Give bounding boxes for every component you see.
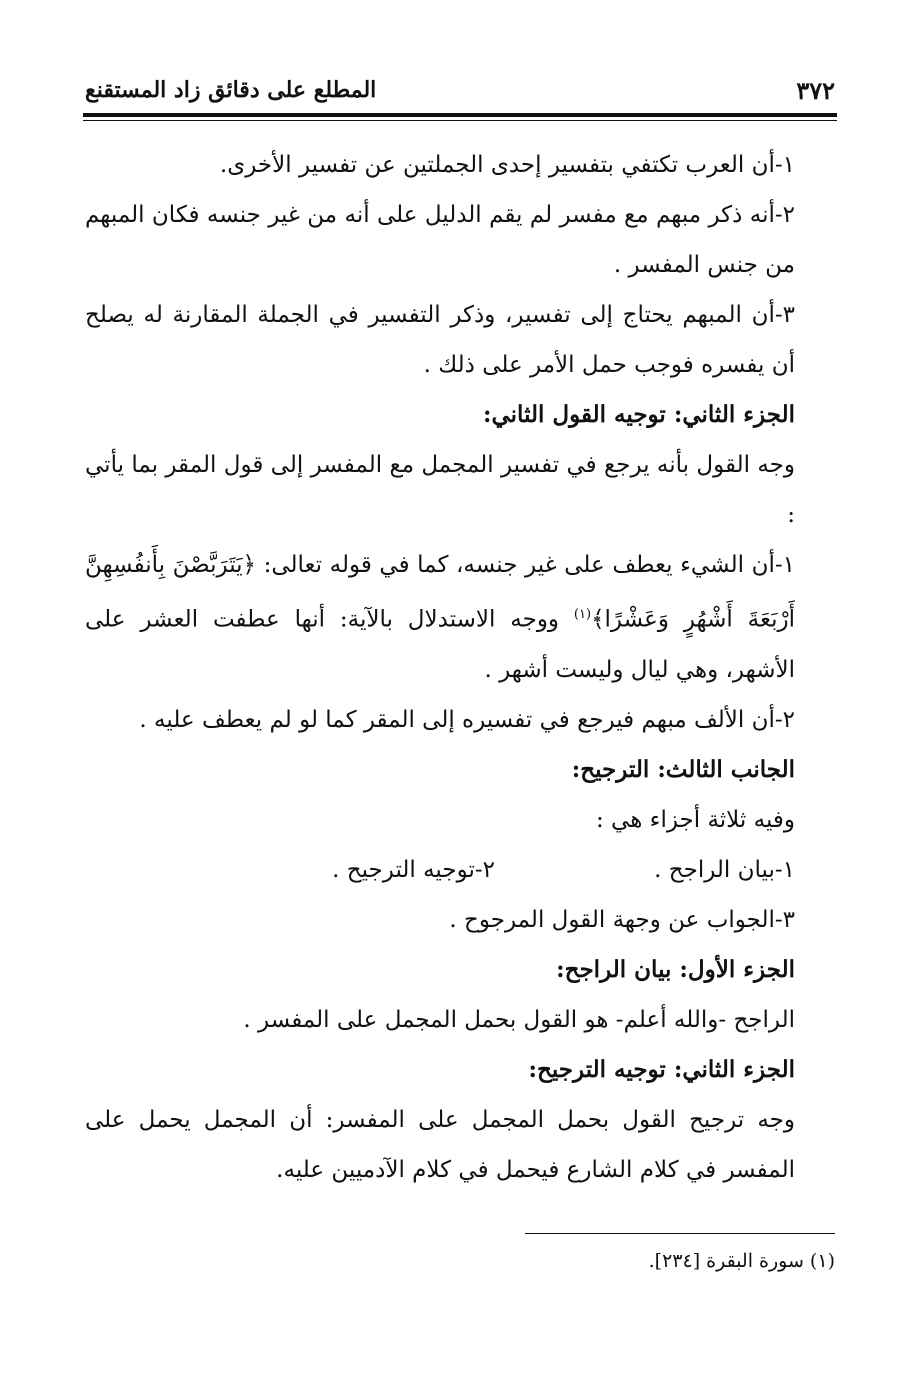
list-row — [85, 845, 835, 895]
paragraph-8: الراجح -والله أعلم- هو القول بحمل المجمل على المفسر . — [243, 1006, 795, 1033]
page-number: ٣٧٢ — [796, 75, 835, 105]
paragraph-5-part-b: ووجه الاستدلال بالآية: أنها عطفت العشر على الأشهر، وهي ليال وليست أشهر . — [85, 606, 795, 683]
paragraph-7: وفيه ثلاثة أجزاء هي : — [595, 806, 795, 833]
paragraph-2: ٢-أنه ذكر مبهم مع مفسر لم يقم الدليل على أنه من غير جنسه فكان المبهم من جنس المفسر . — [85, 202, 795, 278]
header-rule-thin — [83, 120, 837, 121]
paragraph-3: ٣-أن المبهم يحتاج إلى تفسير، وذكر التفسير في الجملة المقارنة له يصلح أن يفسره فوجب حمل الأمر على ذلك . — [85, 302, 795, 378]
subheading-1: الجزء الثاني: توجيه القول الثاني: — [483, 401, 795, 428]
list-item-2: ٢-توجيه الترجيح . — [332, 856, 495, 883]
body-text — [85, 140, 835, 1195]
running-title: المطلع على دقائق زاد المستقنع — [85, 77, 377, 103]
list-item-1: ١-بيان الراجح . — [654, 856, 795, 883]
paragraph-4: وجه القول بأنه يرجع في تفسير المجمل مع المفسر إلى قول المقر بما يأتي : — [85, 452, 795, 528]
subheading-2: الجانب الثالث: الترجيح: — [571, 755, 795, 783]
footnote-separator — [525, 1233, 835, 1234]
paragraph-9: وجه ترجيح القول بحمل المجمل على المفسر: أن المجمل يحمل على المفسر في كلام الشارع فيحمل في كلام الآدميين عليه. — [85, 1106, 795, 1183]
paragraph-1: ١-أن العرب تكتفي بتفسير إحدى الجملتين عن تفسير الأخرى. — [219, 152, 795, 178]
footnote-ref: (١) — [573, 607, 592, 622]
paragraph-5 — [85, 540, 835, 695]
paragraph-6: ٢-أن الألف مبهم فيرجع في تفسيره إلى المقر كما لو لم يعطف عليه . — [139, 706, 795, 733]
list-item-3: ٣-الجواب عن وجهة القول المرجوح . — [449, 906, 795, 933]
page-header — [85, 70, 835, 110]
footnote: (١) سورة البقرة [٢٣٤]. — [648, 1250, 835, 1272]
subheading-4: الجزء الثاني: توجيه الترجيح: — [528, 1055, 795, 1083]
paragraph-5-part-a: ١-أن الشيء يعطف على غير جنسه، كما في قوله تعالى: ﴿يَتَرَبَّصْنَ بِأَنفُسِهِنَّ أَرْبَعَةَ أَشْهُرٍ وَعَشْرًا﴾ — [85, 552, 795, 633]
header-rule-thick — [83, 113, 837, 117]
subheading-3: الجزء الأول: بيان الراجح: — [556, 955, 795, 983]
